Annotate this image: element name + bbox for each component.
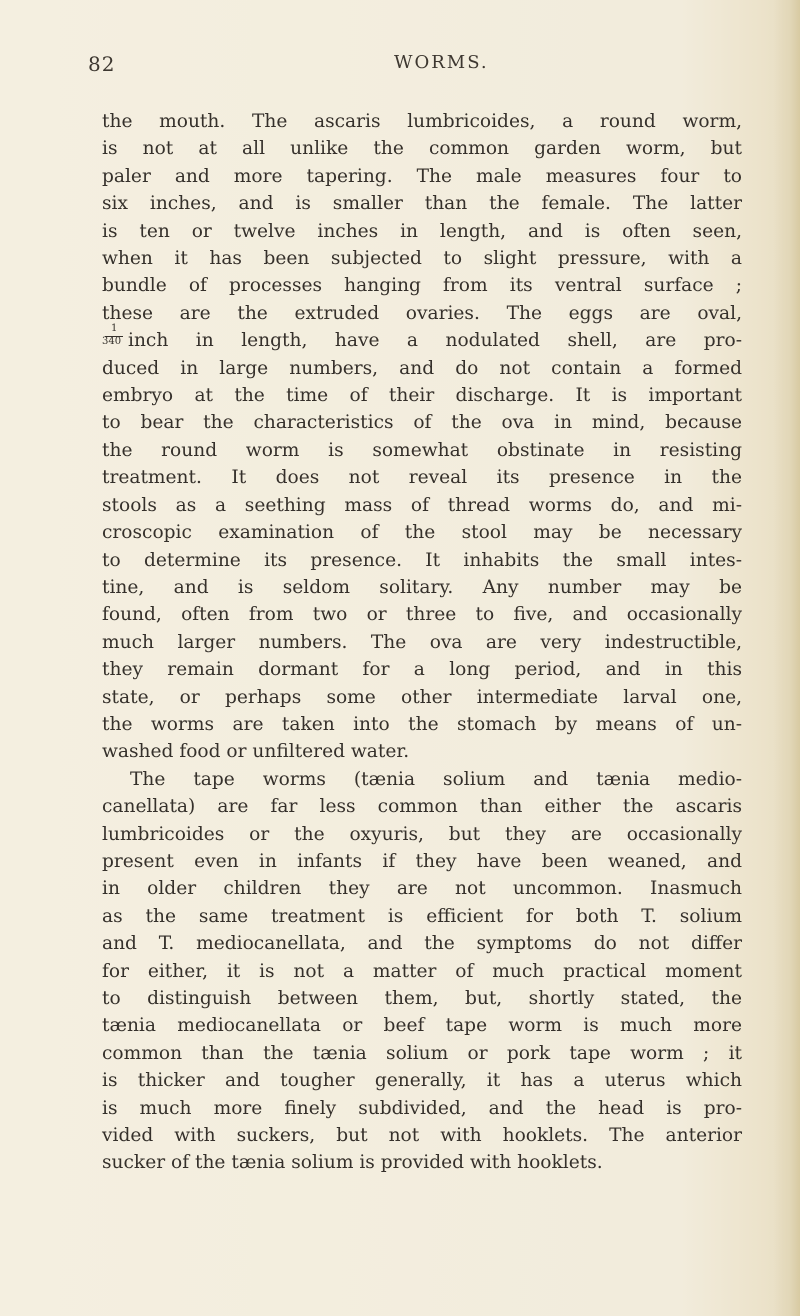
text-line: stools as a seething mass of thread worms do, and mi-	[102, 494, 742, 516]
text-line: as the same treatment is efficient for both T. solium	[102, 905, 742, 927]
text-line: lumbricoides or the oxyuris, but they are occasionally	[102, 823, 742, 845]
page-header	[0, 52, 800, 82]
text-line: is ten or twelve inches in length, and is often seen,	[102, 220, 742, 242]
text-line: these are the extruded ovaries. The eggs are oval,	[102, 302, 742, 324]
text-line: and T. mediocanellata, and the symptoms do not differ	[102, 933, 742, 955]
text-line: to distinguish between them, but, shortly stated, the	[102, 988, 742, 1009]
text-line: croscopic examination of the stool may be necessary	[102, 522, 742, 544]
fraction-denominator: 340	[102, 336, 122, 348]
text-line: present even in infants if they have been weaned, and	[102, 850, 742, 872]
text-line: to bear the characteristics of the ova in mind, because	[102, 412, 742, 434]
text-line: vided with suckers, but not with hooklets. The anterior	[102, 1125, 742, 1147]
text-line: duced in large numbers, and do not contain a formed	[102, 357, 742, 379]
text-line: the mouth. The ascaris lumbricoides, a round worm,	[102, 111, 742, 132]
text-line: to determine its presence. It inhabits the small intes-	[102, 549, 742, 571]
text-line-with-fraction	[102, 323, 742, 354]
text-line: the worms are taken into the stomach by means of un-	[102, 713, 742, 735]
text-line: is thicker and tougher generally, it has a uterus which	[102, 1070, 742, 1092]
text-line: bundle of processes hanging from its ventral surface ;	[102, 275, 742, 297]
fraction	[102, 323, 124, 348]
text-line: is not at all unlike the common garden worm, but	[102, 138, 742, 160]
paragraph-first-line: The tape worms (tænia solium and tænia medio-	[130, 768, 742, 790]
text-line-rest: inch in length, have a nodulated shell, are pro-	[128, 330, 742, 352]
text-line: they remain dormant for a long period, and in this	[102, 659, 742, 681]
paragraph-end-line: washed food or unfiltered water.	[102, 741, 410, 763]
text-line: in older children they are not uncommon. Inasmuch	[102, 878, 742, 900]
text-line: tænia mediocanellata or beef tape worm is much more	[102, 1015, 742, 1037]
text-line: paler and more tapering. The male measures four to	[102, 165, 742, 187]
page-edge-shadow	[774, 0, 800, 1316]
running-head: WORMS.	[394, 52, 489, 73]
text-line: the round worm is somewhat obstinate in resisting	[102, 439, 742, 461]
text-line: sucker of the tænia solium is provided with hooklets.	[102, 1152, 603, 1174]
text-line: embryo at the time of their discharge. It is important	[102, 385, 742, 407]
text-line: common than the tænia solium or pork tape worm ; it	[102, 1042, 742, 1064]
text-line: treatment. It does not reveal its presence in the	[102, 467, 742, 489]
fraction-numerator: 1	[111, 323, 118, 335]
body-text	[102, 108, 742, 1177]
text-line: much larger numbers. The ova are very indestructible,	[102, 631, 742, 653]
text-line: six inches, and is smaller than the female. The latter	[102, 193, 742, 215]
text-line: is much more finely subdivided, and the head is pro-	[102, 1097, 742, 1119]
text-line: canellata) are far less common than either the ascaris	[102, 796, 742, 818]
text-line: for either, it is not a matter of much practical moment	[102, 960, 742, 982]
text-line: tine, and is seldom solitary. Any number may be	[102, 576, 742, 598]
text-line: when it has been subjected to slight pressure, with a	[102, 248, 742, 270]
text-line: found, often from two or three to five, and occasionally	[102, 604, 742, 626]
text-line: state, or perhaps some other intermediate larval one,	[102, 686, 742, 708]
page-number: 82	[88, 52, 116, 76]
